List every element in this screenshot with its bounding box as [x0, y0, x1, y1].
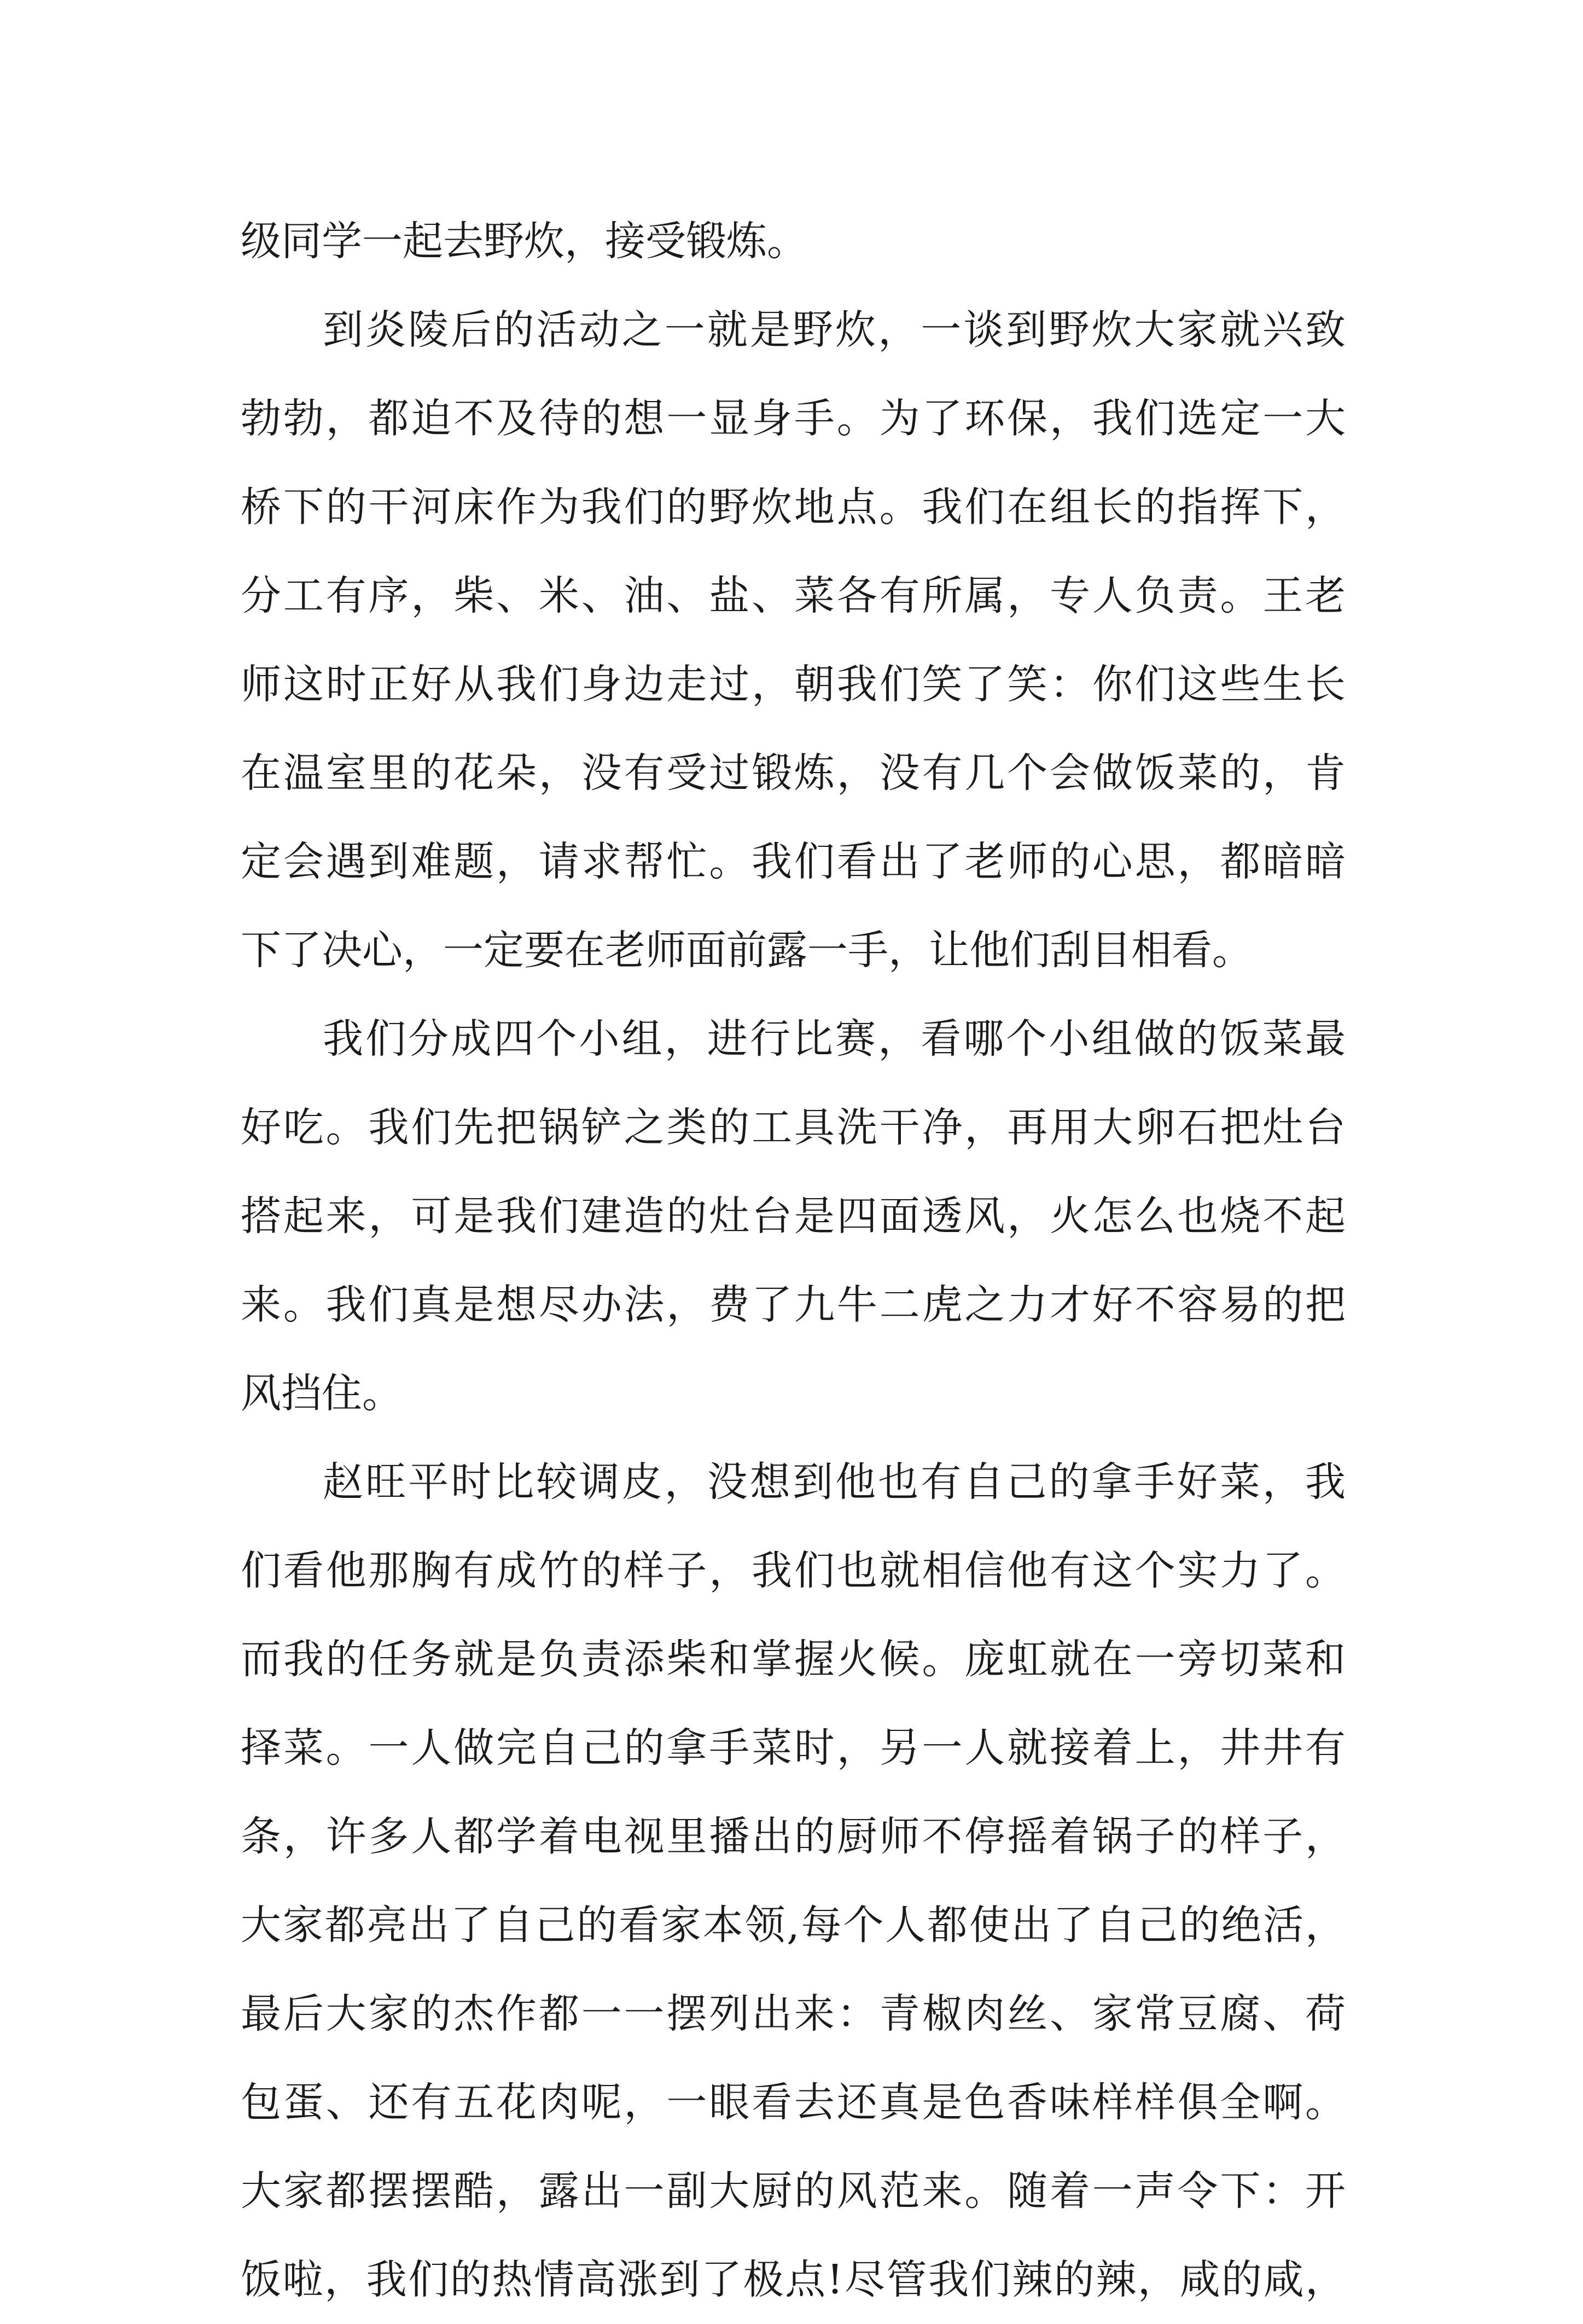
text-line: 择菜。一人做完自己的拿手菜时，另一人就接着上，井井有 [241, 1724, 1346, 1771]
text-line: 最后大家的杰作都一一摆列出来：青椒肉丝、家常豆腐、荷 [241, 1990, 1346, 2037]
text-line: 饭啦，我们的热情高涨到了极点!尽管我们辣的辣，咸的咸， [241, 2256, 1346, 2303]
body-text [241, 197, 1346, 2324]
text-line: 包蛋、还有五花肉呢，一眼看去还真是色香味样样俱全啊。 [241, 2079, 1346, 2126]
text-line: 分工有序，柴、米、油、盐、菜各有所属，专人负责。王老 [241, 572, 1346, 619]
text-line: 级同学一起去野炊，接受锻炼。 [241, 218, 807, 265]
text-line: 在温室里的花朵，没有受过锻炼，没有几个会做饭菜的，肯 [241, 750, 1346, 797]
text-line: 定会遇到难题，请求帮忙。我们看出了老师的心思，都暗暗 [241, 838, 1346, 885]
text-line: 师这时正好从我们身边走过，朝我们笑了笑：你们这些生长 [241, 661, 1346, 708]
text-line: 风挡住。 [241, 1370, 403, 1417]
text-line: 而我的任务就是负责添柴和掌握火候。庞虹就在一旁切菜和 [241, 1636, 1346, 1683]
text-line: 来。我们真是想尽办法，费了九牛二虎之力才好不容易的把 [241, 1281, 1346, 1328]
text-line: 勃勃，都迫不及待的想一显身手。为了环保，我们选定一大 [241, 395, 1346, 442]
text-line: 搭起来，可是我们建造的灶台是四面透风，火怎么也烧不起 [241, 1193, 1346, 1240]
text-line: 大家都摆摆酷，露出一副大厨的风范来。随着一声令下：开 [241, 2168, 1346, 2215]
text-line: 条，许多人都学着电视里播出的厨师不停摇着锅子的样子， [241, 1813, 1346, 1860]
text-line: 下了决心，一定要在老师面前露一手，让他们刮目相看。 [241, 927, 1253, 974]
text-line: 桥下的干河床作为我们的野炊地点。我们在组长的指挥下， [241, 484, 1346, 531]
text-line: 好吃。我们先把锅铲之类的工具洗干净，再用大卵石把灶台 [241, 1104, 1346, 1151]
paragraph-start-line: 我们分成四个小组，进行比赛，看哪个小组做的饭菜最 [323, 1015, 1346, 1062]
paragraph-start-line: 赵旺平时比较调皮，没想到他也有自己的拿手好菜，我 [323, 1459, 1346, 1506]
text-line: 大家都亮出了自己的看家本领,每个人都使出了自己的绝活， [241, 1902, 1346, 1949]
text-line: 们看他那胸有成竹的样子，我们也就相信他有这个实力了。 [241, 1547, 1346, 1594]
paragraph-start-line: 到炎陵后的活动之一就是野炊，一谈到野炊大家就兴致 [323, 306, 1346, 353]
